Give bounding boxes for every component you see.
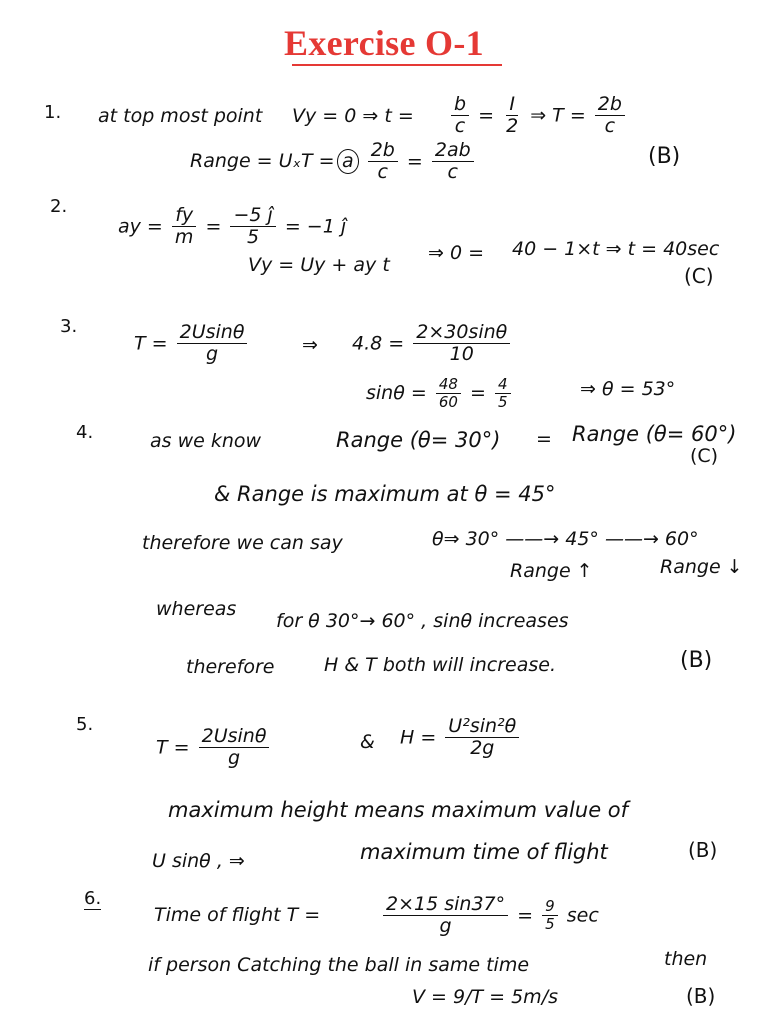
q5-H-num: U²sin²θ <box>445 716 519 738</box>
q3-val-lbl: 4.8 = <box>352 332 405 355</box>
q5-amp: & <box>360 731 375 753</box>
q4-l1b: Range (θ= 30°) <box>336 428 501 452</box>
q6-t-num: 2×15 sin37° <box>383 894 508 916</box>
title-underline <box>292 64 502 66</box>
q6-t <box>380 894 599 938</box>
q6-l2: if person Catching the ball in same time <box>148 954 530 976</box>
q2-vy-eq: Vy = Uy + ay t <box>248 254 390 276</box>
q3-T-num: 2Usinθ <box>177 322 248 344</box>
q4-l1d: Range (θ= 60°) <box>572 422 737 446</box>
q6-answer: (B) <box>686 984 716 1008</box>
q5-number: 5. <box>76 714 94 735</box>
q4-number: 4. <box>76 422 94 443</box>
q1-i-num: I <box>506 94 518 116</box>
q2-solve: 40 − 1×t ⇒ t = 40sec <box>512 238 720 260</box>
q2-ay <box>118 205 346 249</box>
q6-r-num: 9 <box>542 898 558 916</box>
q1-range-eq: = <box>406 150 423 173</box>
q1-rr-den: c <box>447 160 458 183</box>
q2-fy-num: fy <box>172 205 196 227</box>
q6-eq: = <box>517 904 534 927</box>
q4-l1a: as we know <box>150 430 262 452</box>
q2-f-den: 5 <box>247 225 260 248</box>
q6-r-den: 5 <box>545 914 555 933</box>
q6-then: then <box>664 948 708 970</box>
q3-sin-lbl: sinθ = <box>366 381 427 404</box>
q6-number: 6. <box>84 888 102 909</box>
q3-imp: ⇒ <box>302 334 318 356</box>
q3-result: ⇒ θ = 53° <box>580 378 676 400</box>
q5-T-num: 2Usinθ <box>199 726 270 748</box>
q3-sin <box>366 376 514 411</box>
q1-line1: at top most point <box>98 105 263 127</box>
q3-number: 3. <box>60 316 78 337</box>
q3-s2-num: 4 <box>495 376 511 394</box>
q3-s2-den: 5 <box>497 392 508 411</box>
q3-s-eq: = <box>470 381 486 404</box>
q1-t-frac <box>448 94 628 138</box>
q4-answer-c: (C) <box>690 445 719 467</box>
q1-t-num: b <box>451 94 469 116</box>
q6-unit: sec <box>566 904 599 927</box>
q2-answer: (C) <box>684 264 714 288</box>
q2-eq2: = −1 ĵ <box>284 215 347 238</box>
q3-v-den: 10 <box>449 342 474 365</box>
q1-rf-num: 2b <box>368 140 398 162</box>
q2-imp: ⇒ 0 = <box>428 242 485 264</box>
q4-l6b: H & T both will increase. <box>324 654 556 676</box>
q1-answer: (B) <box>648 144 681 169</box>
q4-answer: (B) <box>680 648 713 673</box>
q1-T-den: c <box>604 114 616 137</box>
q1-number: 1. <box>44 102 62 123</box>
q1-rf-den: c <box>377 160 388 183</box>
q5-l2: maximum height means maximum value of <box>168 798 629 822</box>
q5-H-eq: H = <box>400 726 437 749</box>
q4-l6a: therefore <box>186 656 275 678</box>
q5-T-den: g <box>228 746 241 769</box>
q4-l4b: Range ↓ <box>660 556 743 578</box>
q3-T <box>134 322 250 366</box>
q6-t-den: g <box>439 914 452 937</box>
q5-answer: (B) <box>688 838 718 862</box>
q5-T <box>156 726 272 770</box>
q5-l3b: maximum time of flight <box>360 840 608 864</box>
q1-range-a: a <box>337 149 359 174</box>
q1-T-num: 2b <box>595 94 625 116</box>
q1-eq: = <box>478 104 495 127</box>
q2-ay-label: ay = <box>118 215 163 238</box>
q6-l3: V = 9/T = 5m/s <box>412 986 558 1008</box>
q2-f-num: −5 ĵ <box>230 205 275 227</box>
q4-l3b: θ⇒ 30° ——→ 45° ——→ 60° <box>432 528 699 550</box>
q6-l1a: Time of flight T = <box>154 904 321 926</box>
q4-l1c: = <box>536 428 552 450</box>
q4-l4a: Range ↑ <box>510 560 593 582</box>
q4-l5a: whereas <box>156 598 237 620</box>
q4-l5b: for θ 30°→ 60° , sinθ increases <box>276 610 569 632</box>
q1-imp: ⇒ T = <box>530 104 586 127</box>
q1-t-den: c <box>454 114 466 137</box>
q1-rr-num: 2ab <box>432 140 474 162</box>
q1-range-label: Range = UₓT = <box>190 150 335 172</box>
q3-T-den: g <box>206 342 219 365</box>
q5-H <box>400 716 522 760</box>
q3-T-eq: T = <box>134 332 168 355</box>
q3-val <box>352 322 513 366</box>
q5-T-eq: T = <box>156 736 190 759</box>
q3-s1-num: 48 <box>436 376 461 394</box>
q1-range-expr <box>337 140 477 184</box>
q5-l3a: U sinθ , ⇒ <box>152 850 245 872</box>
q2-eq1: = <box>205 215 222 238</box>
q2-fy-den: m <box>174 225 194 248</box>
q4-l2: & Range is maximum at θ = 45° <box>214 482 556 506</box>
page-title: Exercise O-1 <box>284 23 484 63</box>
q3-v-num: 2×30sinθ <box>413 322 510 344</box>
q1-vy: Vy = 0 ⇒ t = <box>292 105 414 127</box>
q4-l3a: therefore we can say <box>142 532 343 554</box>
q5-H-den: 2g <box>470 736 495 759</box>
q1-i-den: 2 <box>506 114 519 137</box>
q2-number: 2. <box>50 196 68 217</box>
q3-s1-den: 60 <box>438 392 458 411</box>
